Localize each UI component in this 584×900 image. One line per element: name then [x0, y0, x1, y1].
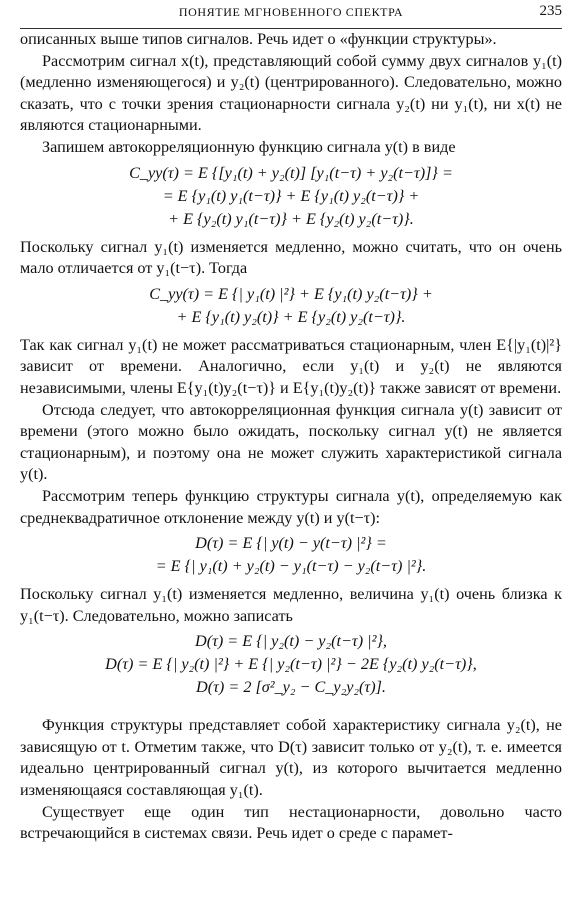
- paragraph-1: описанных выше типов сигналов. Речь идет о «функции структуры».: [20, 30, 497, 48]
- page-number: 235: [539, 3, 562, 19]
- page-header: [20, 0, 562, 29]
- equation-2-line-2: + E {y₁(t) y₂(t)} + E {y₂(t) y₂(t−τ)}.: [176, 307, 406, 326]
- paragraph-6: Отсюда следует, что автокорреляционная функция сигнала y(t) зависит от времени (этого можно было ожидать, поскольку сигнал y(t) не является стационарным), и поэтому она не может служить характеристикой сигнала y(t).: [20, 400, 562, 484]
- paragraph-4: Поскольку сигнал y₁(t) изменяется медленно, можно считать, что он очень мало отличается от y₁(t−τ). Тогда: [20, 237, 562, 278]
- equation-4-line-2: D(τ) = E {| y₂(t) |²} + E {| y₂(t−τ) |²} − 2E {y₂(t) y₂(t−τ)},: [105, 655, 477, 674]
- equation-1-line-3: + E {y₂(t) y₁(t−τ)} + E {y₂(t) y₂(t−τ)}.: [168, 209, 414, 228]
- equation-4-line-3: D(τ) = 2 [σ²_y₂ − C_y₂y₂(τ)].: [196, 678, 386, 697]
- equation-4-line-1: D(τ) = E {| y₂(t) − y₂(t−τ) |²},: [195, 632, 387, 651]
- page-body: [20, 29, 562, 845]
- paragraph-7: Рассмотрим теперь функцию структуры сигнала y(t), определяемую как среднеквадратичное отклонение между y(t) и y(t−τ):: [20, 486, 562, 527]
- paragraph-5: Так как сигнал y₁(t) не может рассматриваться стационарным, член E{|y₁(t)|²} зависит от времени. Аналогично, если y₁(t) и y₂(t) не являются независимыми, члены E{y₁(t)y₂(t−τ)} и E{y₁(t)y₂(t)} также зависят от времени.: [20, 335, 562, 397]
- equation-3-line-2: = E {| y₁(t) + y₂(t) − y₁(t−τ) − y₂(t−τ) |²}.: [155, 557, 427, 576]
- paragraph-9: Функция структуры представляет собой характеристику сигнала y₂(t), не зависящую от t. Отметим также, что D(τ) зависит только от y₂(t), т. е. имеется идеально центрированный сигнал y(t), из которого вычитается медленно изменяющаяся составляющая y₁(t).: [20, 716, 562, 800]
- equation-2-line-1: C_yy(τ) = E {| y₁(t) |²} + E {y₁(t) y₂(t−τ)} +: [149, 284, 433, 303]
- paragraph-8: Поскольку сигнал y₁(t) изменяется медленно, величина y₁(t) очень близка к y₁(t−τ). Следовательно, можно записать: [20, 585, 562, 625]
- equation-1-line-1: C_yy(τ) = E {[y₁(t) + y₂(t)] [y₁(t−τ) + y₂(t−τ)]} =: [129, 163, 453, 182]
- paragraph-10: Существует еще один тип нестационарности, довольно часто встречающийся в системах связи. Речь идет о среде с парамет-: [20, 802, 562, 843]
- running-head: ПОНЯТИЕ МГНОВЕННОГО СПЕКТРА: [178, 5, 404, 19]
- paragraph-3: Запишем автокорреляционную функцию сигнала y(t) в виде: [42, 137, 456, 156]
- paragraph-2: Рассмотрим сигнал x(t), представляющий собой сумму двух сигналов y₁(t) (медленно изменяющегося) и y₂(t) (центрированного). Следовательно, можно сказать, что с точки зрения стационарности сигнала y₂(t) ни y₁(t), ни x(t) не являются стационарными.: [20, 51, 562, 135]
- equation-3-line-1: D(τ) = E {| y(t) − y(t−τ) |²} =: [195, 534, 387, 553]
- equation-1-line-2: = E {y₁(t) y₁(t−τ)} + E {y₁(t) y₂(t−τ)} +: [162, 186, 420, 205]
